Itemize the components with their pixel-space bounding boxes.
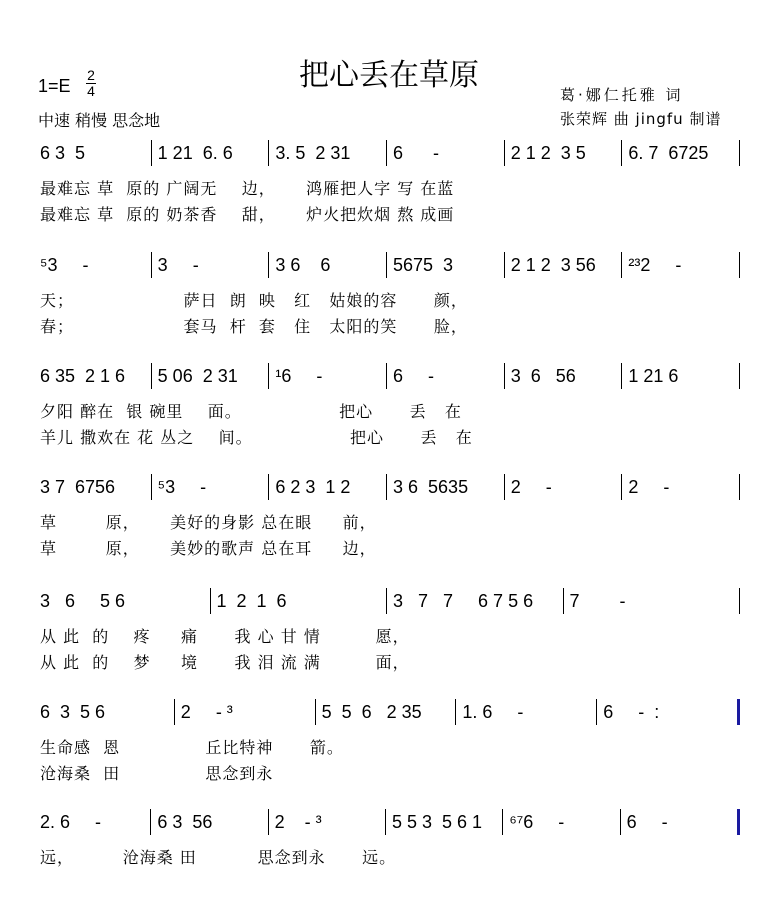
lyric-line-2: 从 此 的 梦 境 我 泪 流 满 面， [40,653,410,672]
lyric-line-1: 生命感 恩 丘比特神 箭。 [40,738,344,757]
measure: 2 - [621,474,739,500]
measure: 3. 5 2 31 [268,140,386,166]
barline [739,588,740,614]
measure: ⁵3 - [151,474,269,500]
lyric-line-2: 最难忘 草 原的 奶茶香 甜， 炉火把炊烟 熬 成画 [40,205,455,224]
key-signature: 1=E [38,76,71,96]
measure: 7 - [563,588,740,614]
lyric-line-1: 远， 沧海桑 田 思念到永 远。 [40,848,397,867]
lyric-line-1: 最难忘 草 原的 广阔无 边， 鸿雁把人字 写 在蓝 [40,179,455,198]
barline [739,252,740,278]
measure: 3 7 6756 [40,477,116,497]
measure: 6 - : [596,699,737,725]
time-signature [86,68,96,99]
score-system [40,699,740,783]
notation-row [40,140,740,166]
measure: ⁵3 - [40,255,89,275]
score-system [40,809,740,867]
measure: 6 2 3 1 2 [268,474,386,500]
composer-credit: 张荣辉 曲 jingfu 制谱 [560,110,722,128]
barline [739,474,740,500]
notation-row [40,252,740,278]
lyric-line-1: 夕阳 醉在 银 碗里 面。 把心 丢 在 [40,402,462,421]
song-title: 把心丢在草原 [299,58,479,93]
measure: 3 6 56 [504,363,622,389]
lyricist-credit: 葛·娜仁托雅 词 [560,86,684,104]
measure: 5675 3 [386,252,504,278]
notation-row [40,363,740,389]
measure: 2 - ³ [268,809,385,835]
measure: 2 1 2 3 5 [504,140,622,166]
lyric-line-2: 春； 套马 杆 套 住 太阳的笑 脸， [40,317,468,336]
lyric-line-1: 天； 萨日 朗 映 红 姑娘的容 颜， [40,291,468,310]
measure: 3 - [151,252,269,278]
score-system [40,252,740,336]
barline [739,363,740,389]
barline [739,140,740,166]
measure: 1 21 6 [621,363,739,389]
score-system [40,363,740,447]
notation-row [40,699,740,725]
measure: 2. 6 - [40,812,102,832]
lyric-line-1: 从 此 的 疼 痛 我 心 甘 情 愿， [40,627,410,646]
measure: 6 3 5 [40,143,86,163]
measure: 6 35 2 1 6 [40,366,126,386]
score-system [40,140,740,224]
measure: 5 5 6 2 35 [315,699,456,725]
measure: 6 - [620,809,737,835]
lyric-line-2: 羊儿 撒欢在 花 丛之 间。 把心 丢 在 [40,428,473,447]
measure: 3 6 5635 [386,474,504,500]
lyric-line-2: 草 原， 美妙的歌声 总在耳 边， [40,539,377,558]
measure: 6 3 56 [150,809,267,835]
measure: ⁶⁷6 - [502,809,619,835]
measure: ²³2 - [621,252,739,278]
measure: 3 6 5 6 [40,591,126,611]
measure: 2 1 2 3 56 [504,252,622,278]
measure: 6. 7 6725 [621,140,739,166]
score-system [40,474,740,558]
measure: 5 5 3 5 6 1 [385,809,502,835]
measure: 6 3 5 6 [40,702,106,722]
measure: 5 06 2 31 [151,363,269,389]
measure: 2 - ³ [174,699,315,725]
final-barline [737,809,740,835]
measure: 3 7 7 6 7 5 6 [386,588,563,614]
repeat-barline [737,699,740,725]
time-signature-bottom: 4 [87,83,95,99]
tempo-marking: 中速 稍慢 思念地 [38,111,161,130]
measure: 1 2 1 6 [210,588,387,614]
measure: 6 - [386,363,504,389]
notation-row [40,474,740,500]
notation-row [40,588,740,614]
measure: 1. 6 - [455,699,596,725]
measure: ¹6 - [268,363,386,389]
lyric-line-1: 草 原， 美好的身影 总在眼 前， [40,513,377,532]
lyric-line-2: 沧海桑 田 思念到永 [40,764,274,783]
measure: 3 6 6 [268,252,386,278]
notation-row [40,809,740,835]
measure: 1 21 6. 6 [151,140,269,166]
time-signature-top: 2 [87,67,95,83]
measure: 2 - [504,474,622,500]
measure: 6 - [386,140,504,166]
score-system [40,588,740,672]
